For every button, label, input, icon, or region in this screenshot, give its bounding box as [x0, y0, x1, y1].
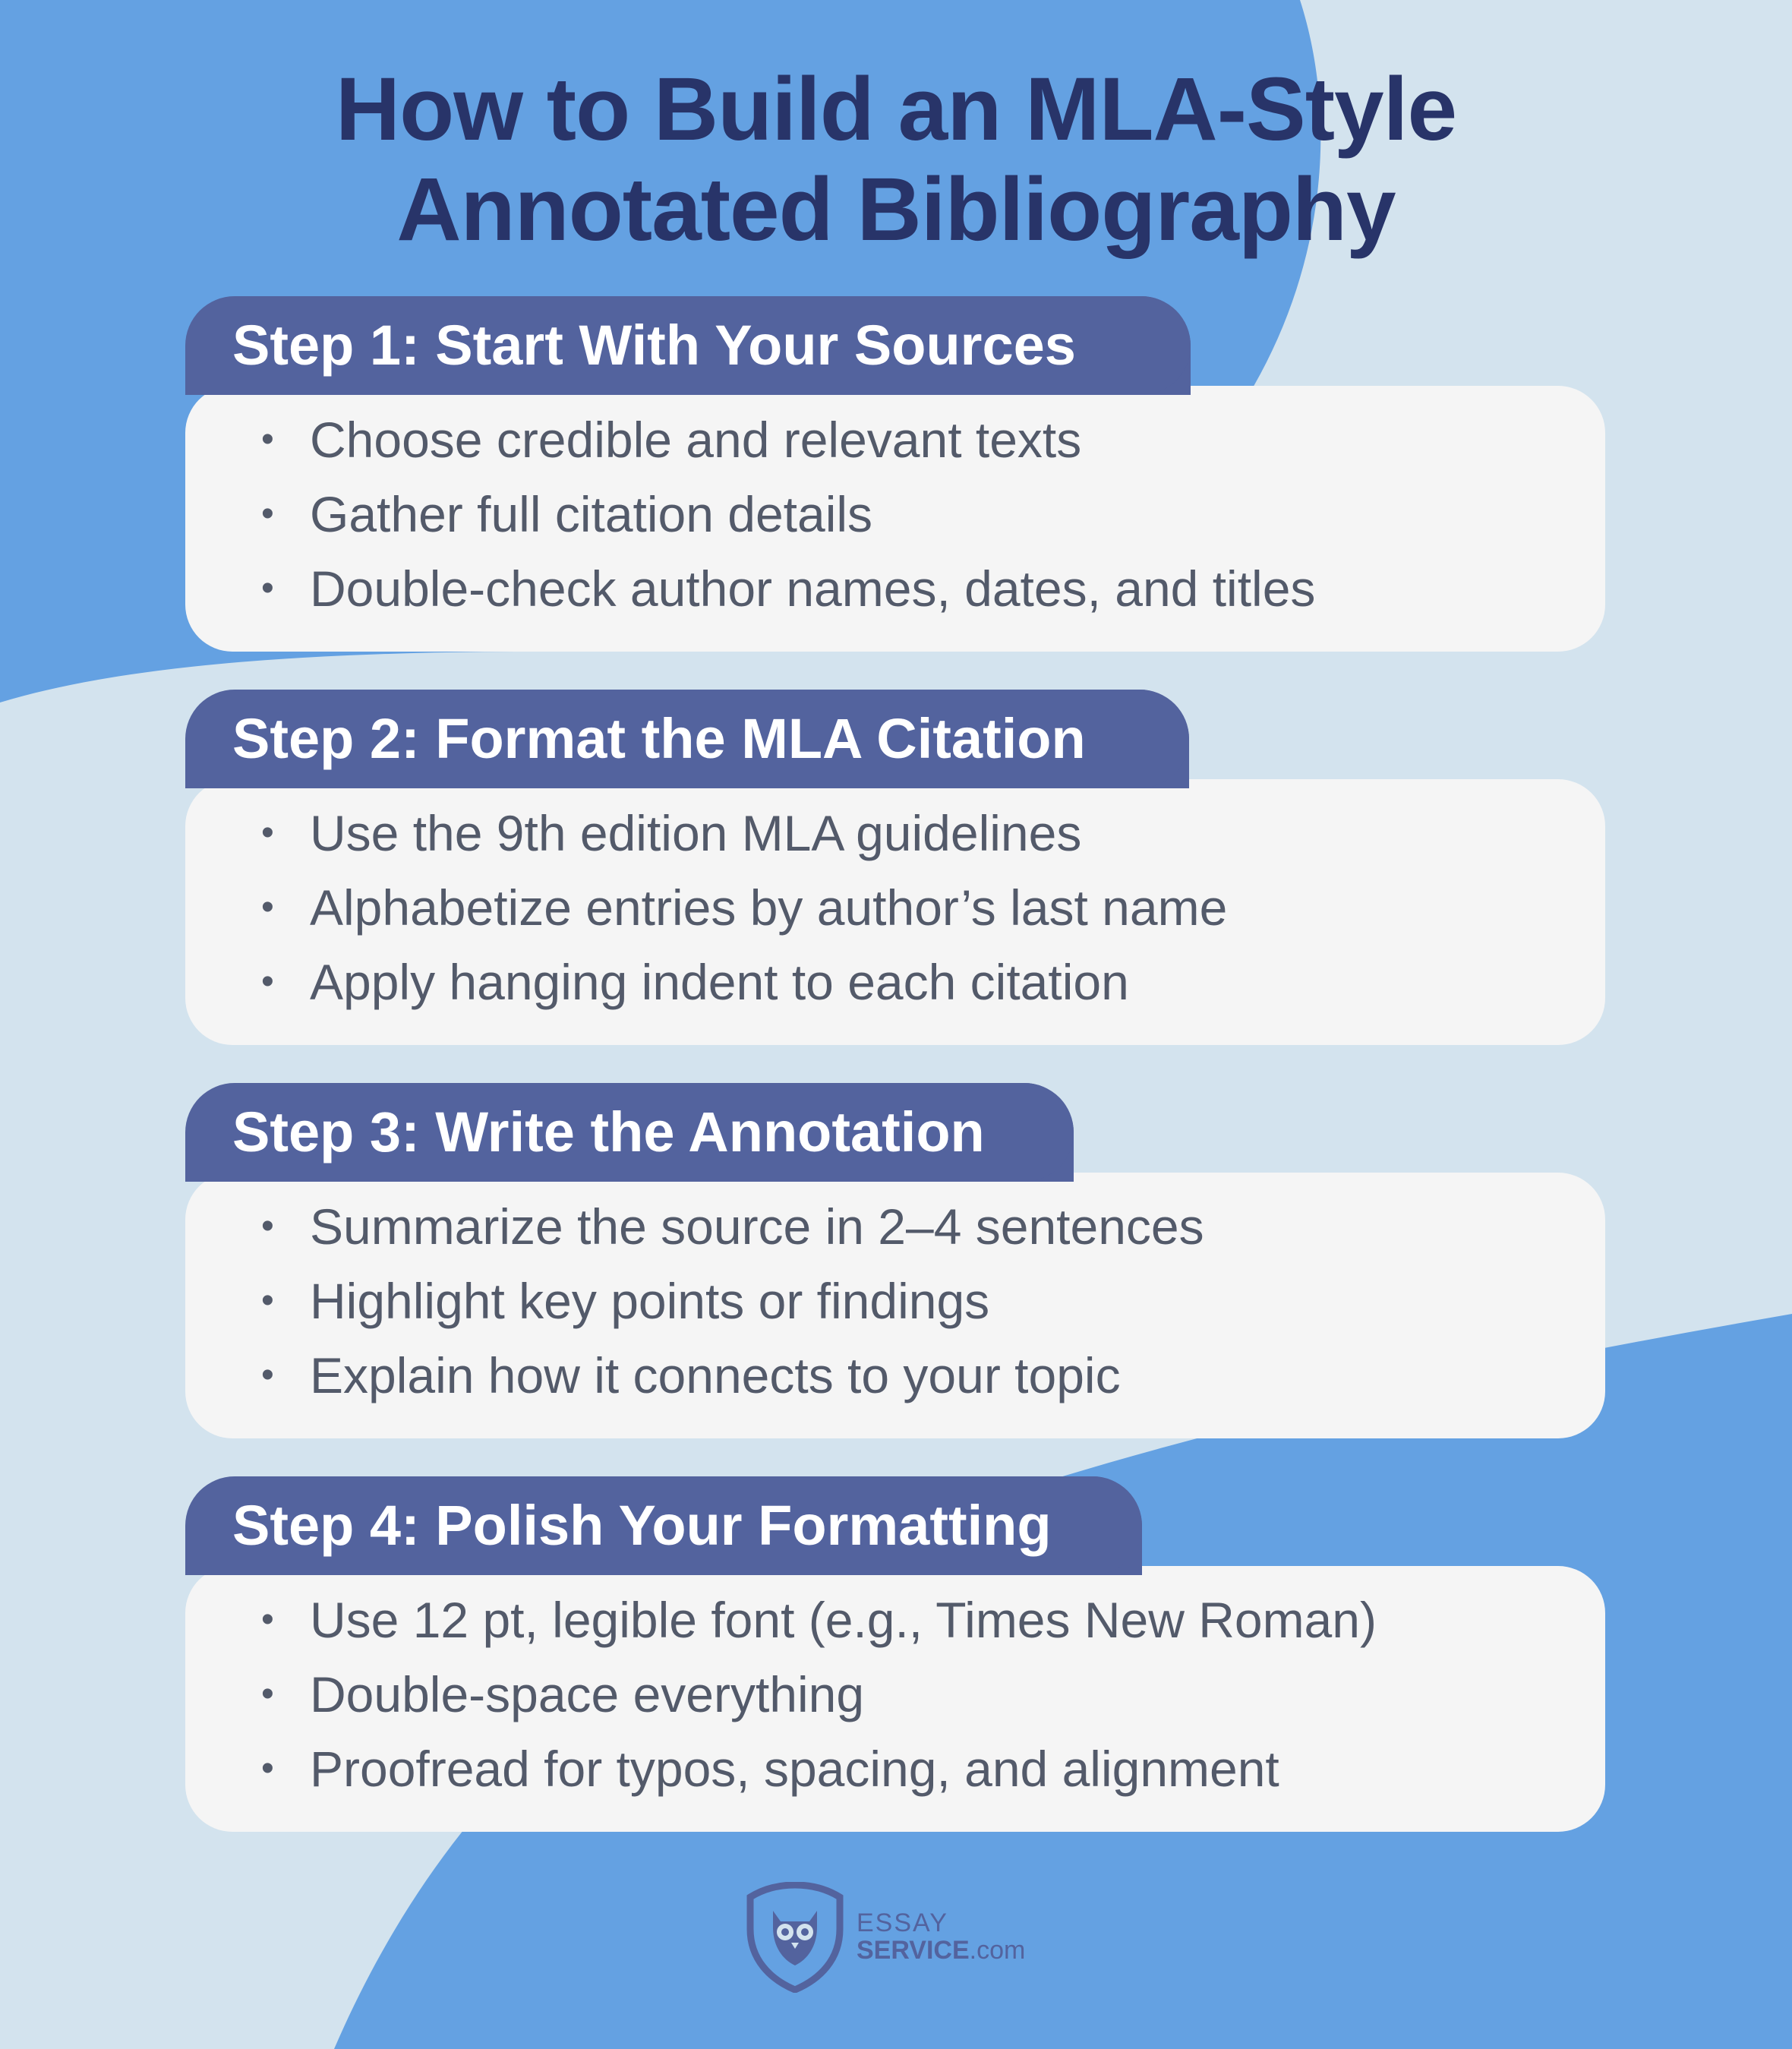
list-item: • Summarize the source in 2–4 sentences: [261, 1189, 1605, 1264]
list-item: • Double-space everything: [261, 1657, 1605, 1732]
list-item: • Explain how it connects to your topic: [261, 1338, 1605, 1413]
page-title: [0, 59, 1792, 260]
logo-text-service-main: SERVICE: [857, 1936, 970, 1965]
logo-text-suffix: .com: [969, 1936, 1026, 1965]
owl-shield-icon: [746, 1882, 844, 1993]
list-item: • Proofread for typos, spacing, and alignment: [261, 1732, 1605, 1806]
list-item: • Use 12 pt, legible font (e.g., Times New Roman): [261, 1583, 1605, 1657]
list-item: • Double-check author names, dates, and titles: [261, 551, 1605, 626]
step-4-header: Step 4: Polish Your Formatting: [185, 1476, 1142, 1575]
step-2-header: Step 2: Format the MLA Citation: [185, 690, 1189, 788]
step-1-card: [185, 386, 1605, 652]
step-4-list: [185, 1583, 1605, 1806]
list-item: • Apply hanging indent to each citation: [261, 945, 1605, 1019]
step-3-card: [185, 1173, 1605, 1438]
brand-logo: [746, 1882, 1065, 1996]
list-item: • Gather full citation details: [261, 477, 1605, 551]
step-2-list: [185, 796, 1605, 1019]
step-3-list: [185, 1189, 1605, 1413]
title-line-1: How to Build an MLA-Style: [335, 59, 1457, 159]
step-2-card: [185, 779, 1605, 1045]
logo-text-service: [857, 1937, 1025, 1964]
step-4-card: [185, 1566, 1605, 1832]
step-3-header: Step 3: Write the Annotation: [185, 1083, 1074, 1182]
step-1-header: Step 1: Start With Your Sources: [185, 296, 1191, 395]
list-item: • Choose credible and relevant texts: [261, 403, 1605, 477]
title-line-2: Annotated Bibliography: [396, 159, 1396, 260]
list-item: • Use the 9th edition MLA guidelines: [261, 796, 1605, 870]
list-item: • Highlight key points or findings: [261, 1264, 1605, 1338]
logo-wordmark: [857, 1909, 1025, 1964]
list-item: • Alphabetize entries by author’s last name: [261, 870, 1605, 945]
step-1-list: [185, 403, 1605, 626]
logo-text-essay: ESSAY: [857, 1909, 948, 1937]
